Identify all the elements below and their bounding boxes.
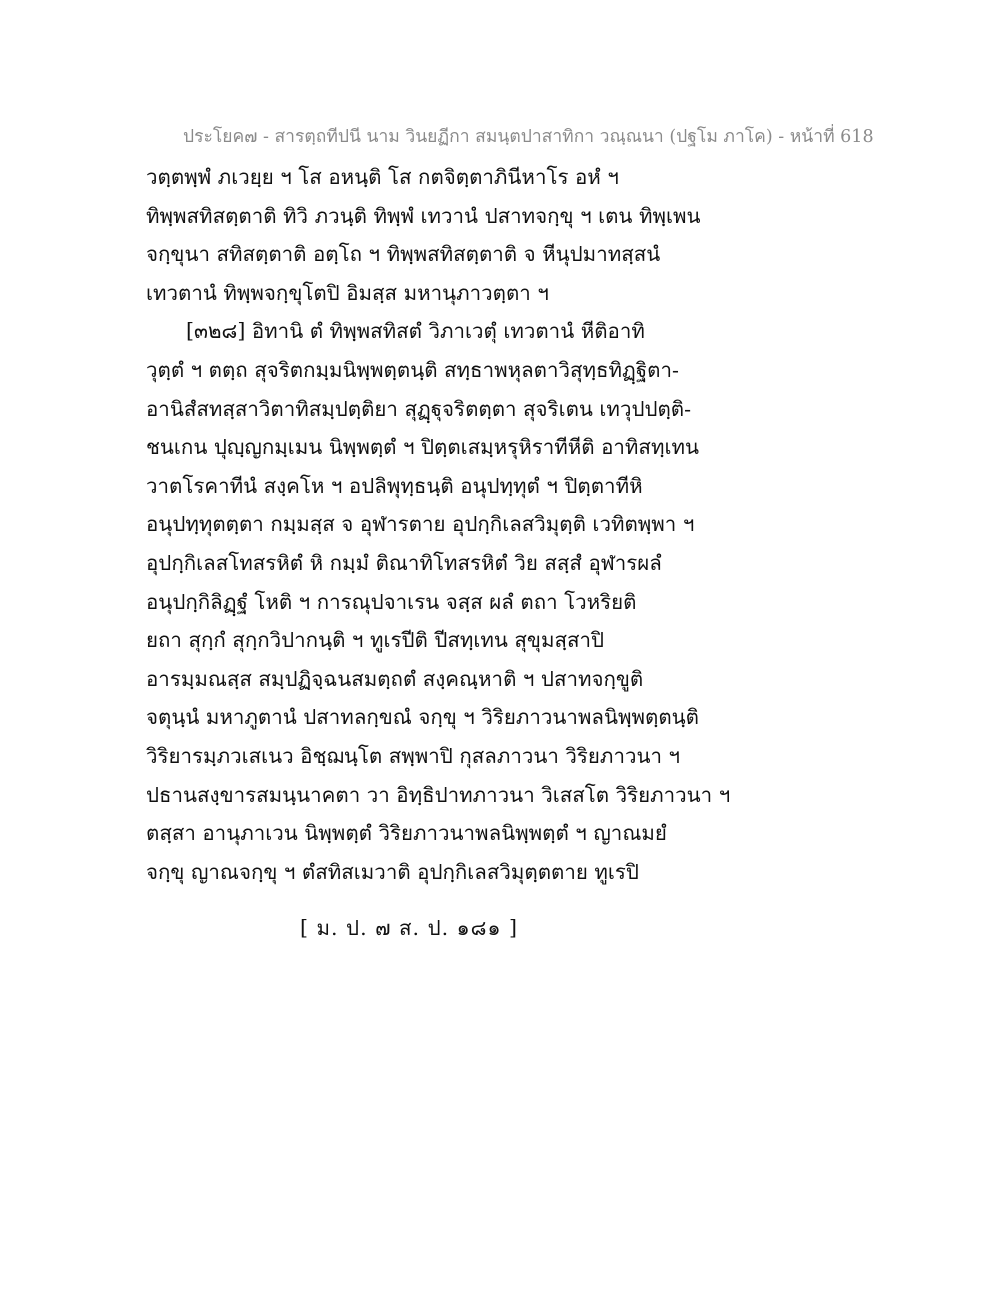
body-text: [146, 158, 731, 891]
text-line: ยถา สุกฺกํ สุกฺกวิปากนฺติ ฯ ทูเรปีติ ปีสทฺเทน สุขุมสฺสาปิ: [146, 628, 605, 653]
text-line: วาตโรคาทีนํ สงฺคโห ฯ อปลิพุทฺธนฺติ อนุปทฺทุตํ ฯ ปิตฺตาทีหิ: [146, 473, 643, 498]
text-line: ตสฺสา อานุภาเวน นิพฺพตฺตํ วิริยภาวนาพลนิพฺพตฺตํ ฯ ญาณมยํ: [146, 821, 667, 846]
text-line: วิริยารมฺภวเสเนว อิชฺฌนฺโต สพฺพาปิ กุสลภาวนา วิริยภาวนา ฯ: [146, 743, 681, 768]
page-reference: [ ม. ป. ๗ ส. ป. ๑๘๑ ]: [300, 916, 518, 940]
text-line: วุตฺตํ ฯ ตตฺถ สุจริตกมฺมนิพฺพตฺตนฺติ สทฺธาพหุลตาวิสุทฺธทิฏฺฐิตา-: [146, 357, 679, 382]
text-line: อนุปกฺกิลิฏฺฐํ โหติ ฯ การณุปจาเรน จสฺส ผลํ ตถา โวหริยติ: [146, 589, 637, 614]
text-line: ชนเกน ปุญฺญกมฺเมน นิพฺพตฺตํ ฯ ปิตฺตเสมฺหรุหิราทีหีติ อาทิสทฺเทน: [146, 435, 699, 460]
text-line: อานิสํสทสฺสาวิตาทิสมฺปตฺติยา สุฏฺฐุจริตตฺตา สุจริเตน เทวุปปตฺติ-: [146, 396, 692, 421]
text-line: วตฺตพฺพํ ภเวยฺย ฯ โส อหนฺติ โส กตจิตฺตาภินีหาโร อหํ ฯ: [146, 165, 619, 189]
text-line: อุปกฺกิเลสโทสรหิตํ หิ กมฺมํ ติณาทิโทสรหิตํ วิย สสฺสํ อุฬารผลํ: [146, 550, 662, 575]
paragraph-start-line: [๓๒๘] อิทานิ ตํ ทิพฺพสทิสตํ วิภาเวตุํ เทวตานํ หีติอาทิ: [186, 319, 645, 344]
text-line: อารมฺมณสฺส สมฺปฏิจฺฉนสมตฺถตํ สงฺคณฺหาติ ฯ ปสาทจกฺขูติ: [146, 666, 644, 691]
text-line: เทวตานํ ทิพฺพจกฺขุโตปิ อิมสฺส มหานุภาวตฺตา ฯ: [146, 280, 549, 305]
text-line: จกฺขุ ญาณจกฺขุ ฯ ตํสทิสเมวาติ อุปกฺกิเลสวิมุตฺตตาย ทูเรปิ: [146, 859, 639, 884]
text-line: ปธานสงฺขารสมนฺนาคตา วา อิทฺธิปาทภาวนา วิเสสโต วิริยภาวนา ฯ: [146, 782, 731, 807]
text-line: จตุนฺนํ มหาภูตานํ ปสาทลกฺขณํ จกฺขุ ฯ วิริยภาวนาพลนิพฺพตฺตนฺติ: [146, 705, 699, 730]
text-line: ทิพฺพสทิสตฺตาติ ทิวิ ภวนฺติ ทิพฺพํ เทวานํ ปสาทจกฺขุ ฯ เตน ทิพฺเพน: [146, 203, 701, 228]
page-header: ประโยค๗ - สารตฺถทีปนี นาม วินยฏีกา สมนฺตปาสาทิกา วณฺณนา (ปฐโม ภาโค) - หน้าที่ 618: [183, 127, 874, 147]
text-line: อนุปทฺทุตตฺตา กมฺมสฺส จ อุฬารตาย อุปกฺกิเลสวิมุตฺติ เวทิตพฺพา ฯ: [146, 512, 695, 537]
text-line: จกฺขุนา สทิสตฺตาติ อตฺโถ ฯ ทิพฺพสทิสตฺตาติ จ หีนุปมาทสฺสนํ: [146, 242, 661, 267]
